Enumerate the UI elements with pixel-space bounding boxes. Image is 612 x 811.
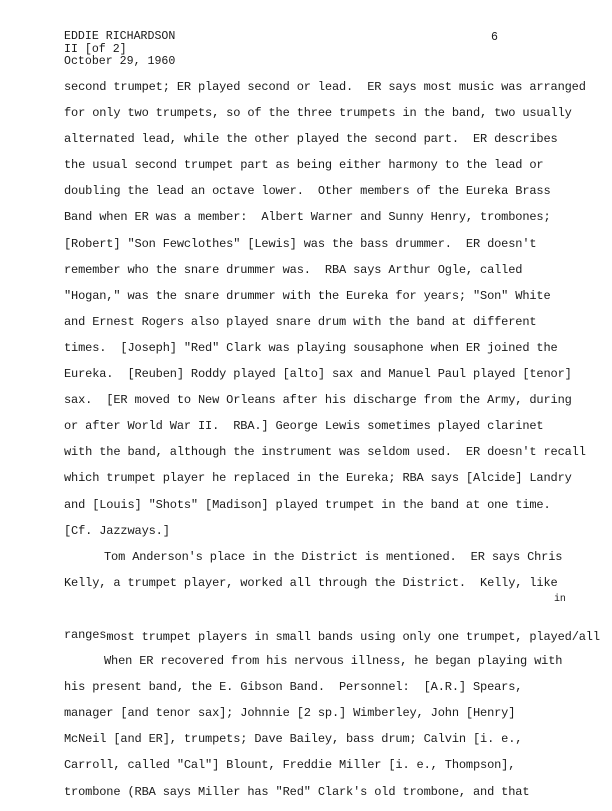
text-line: the usual second trumpet part as being either harmony to the lead or	[64, 158, 544, 173]
text-line: second trumpet; ER played second or lead. ER says most music was arranged	[64, 80, 586, 94]
text-line: "Hogan," was the snare drummer with the Eureka for years; "Son" White	[64, 288, 551, 303]
interviewee-name: EDDIE RICHARDSON	[64, 30, 176, 43]
text-line: McNeil [and ER], trumpets; Dave Bailey, bass drum; Calvin [i. e.,	[64, 732, 523, 747]
text-line: and Ernest Rogers also played snare drum with the band at different	[64, 314, 537, 329]
text-line: times. [Joseph] "Red" Clark was playing sousaphone when ER joined the	[64, 340, 558, 355]
text-line: or after World War II. RBA.] George Lewis sometimes played clarinet	[64, 419, 544, 434]
text-line: Band when ER was a member: Albert Warner and Sunny Henry, trombones;	[64, 210, 551, 225]
paragraph-start-line: Tom Anderson's place in the District is mentioned. ER says Chris	[104, 549, 563, 564]
text-line: manager [and tenor sax]; Johnnie [2 sp.] Wimberley, John [Henry]	[64, 706, 516, 721]
text-line: which trumpet player he replaced in the Eureka; RBA says [Alcide] Landry	[64, 471, 572, 486]
text-line: Eureka. [Reuben] Roddy played [alto] sax and Manuel Paul played [tenor]	[64, 367, 572, 382]
text-line: his present band, the E. Gibson Band. Personnel: [A.R.] Spears,	[64, 680, 523, 695]
text-line: doubling the lead an octave lower. Other members of the Eureka Brass	[64, 184, 551, 199]
text-line: for only two trumpets, so of the three trumpets in the band, two usually	[64, 106, 572, 121]
transcript-body	[64, 80, 604, 811]
text-line: ranges.	[64, 627, 114, 642]
text-line: alternated lead, while the other played the second part. ER describes	[64, 132, 558, 147]
page-header	[64, 31, 175, 69]
text-line: most trumpet players in small bands using only one trumpet, played/all	[106, 629, 600, 644]
page-number: 6	[491, 31, 498, 44]
reel-part: II [of 2]	[64, 42, 127, 56]
interview-date: October 29, 1960	[64, 55, 176, 68]
text-line: trombone (RBA says Miller has "Red" Clark's old trombone, and that	[64, 784, 530, 799]
text-line: Kelly, a trumpet player, worked all through the District. Kelly, like	[64, 575, 558, 590]
paragraph-start-line: When ER recovered from his nervous illness, he began playing with	[104, 654, 563, 669]
text-line: remember who the snare drummer was. RBA says Arthur Ogle, called	[64, 262, 523, 277]
text-line: [Robert] "Son Fewclothes" [Lewis] was the bass drummer. ER doesn't	[64, 236, 537, 251]
text-line: Carroll, called "Cal"] Blount, Freddie Miller [i. e., Thompson],	[64, 758, 516, 773]
text-line: with the band, although the instrument was seldom used. ER doesn't recall	[64, 445, 586, 460]
insertion-mark: in	[554, 593, 566, 605]
text-line: sax. [ER moved to New Orleans after his discharge from the Army, during	[64, 393, 572, 408]
text-line: [Cf. Jazzways.]	[64, 523, 170, 538]
text-line: and [Louis] "Shots" [Madison] played trumpet in the band at one time.	[64, 497, 551, 512]
